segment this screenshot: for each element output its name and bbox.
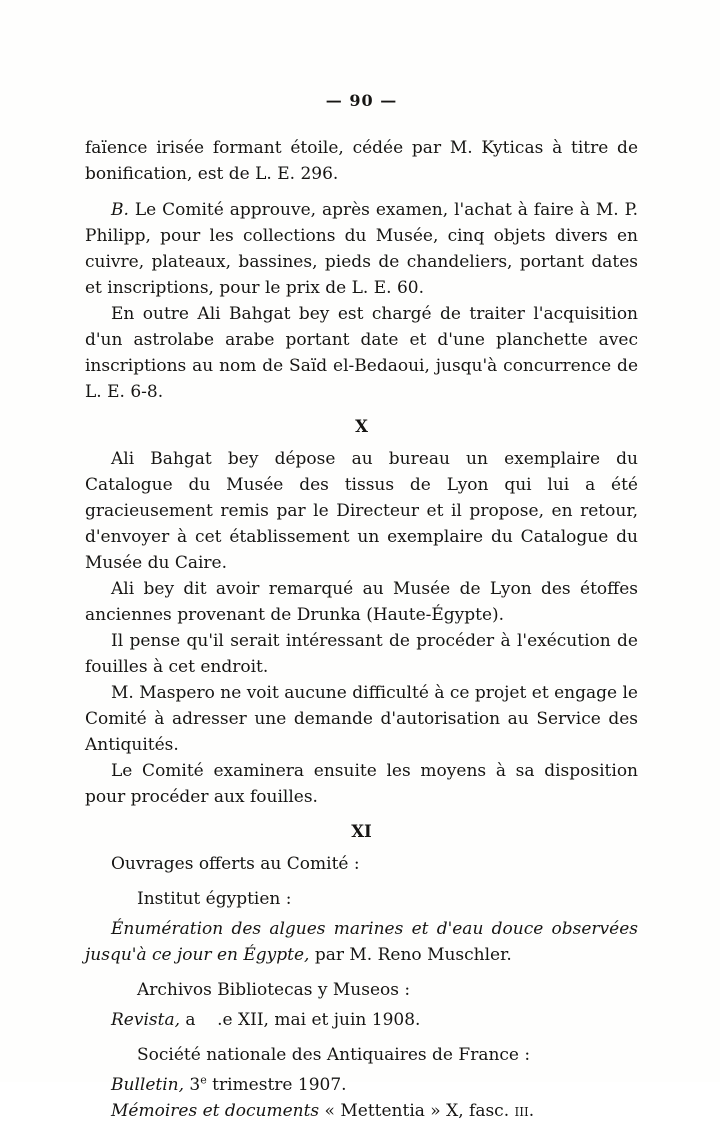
- section-heading-xi: XI: [351, 822, 372, 841]
- paragraph-text: Ali bey dit avoir remarqué au Musée de Lyon des étoffes anciennes provenant de Drunka (Haute-Égypte).: [85, 579, 638, 625]
- paragraph-text: Ouvrages offerts au Comité :: [111, 854, 360, 874]
- heading-societe-antiquaires: Société nationale des Antiquaires de France :: [137, 1045, 531, 1065]
- paragraph-catalogue-lyon: [85, 446, 638, 576]
- book-title-italic: Énumération des algues marines et d'eau douce observées jusqu'à ce jour en Égypte,: [85, 919, 638, 965]
- book-title-italic: Bulletin,: [111, 1075, 184, 1095]
- item-text: par M. Reno Muschler.: [309, 945, 512, 965]
- paragraph-text: Le Comité examinera ensuite les moyens à sa disposition pour procéder aux fouilles.: [85, 761, 638, 807]
- paragraph-etoffes-drunka: [85, 576, 638, 628]
- fascicle-roman-numeral: iii: [514, 1101, 529, 1121]
- paragraph-text: Ali Bahgat bey dépose au bureau un exemplaire du Catalogue du Musée des tissus de Lyon qui lui a été gracieusement remis par le Directeur et il propose, en retour, d'envoyer à cet établissement un exemplaire du Catalogue du Musée du Caire.: [85, 449, 638, 573]
- item-text: 3: [184, 1075, 201, 1095]
- paragraph-comite-approuve: [85, 197, 638, 301]
- item-text: a .e XII, mai et juin 1908.: [180, 1010, 421, 1030]
- paragraph-maspero: [85, 680, 638, 758]
- paragraph-fouilles-interessant: [85, 628, 638, 680]
- paragraph-ouvrages-offerts: [85, 851, 638, 877]
- paragraph-text: Il pense qu'il serait intéressant de procéder à l'exécution de fouilles à cet endroit.: [85, 631, 638, 677]
- page-number: — 90 —: [325, 91, 398, 110]
- ordinal-superscript: e: [200, 1073, 207, 1087]
- paragraph-text: En outre Ali Bahgat bey est chargé de traiter l'acquisition d'un astrolabe arabe portant date et d'une planchette avec inscriptions au nom de Saïd el-Bedaoui, jusqu'à concurrence de L. E. 6-8.: [85, 304, 638, 402]
- paragraph-text: M. Maspero ne voit aucune difficulté à ce projet et engage le Comité à adresser une demande d'autorisation au Service des Antiquités.: [85, 683, 638, 755]
- item-text: .: [528, 1101, 535, 1121]
- book-title-italic: Revista,: [111, 1010, 180, 1030]
- heading-institut-egyptien: Institut égyptien :: [137, 889, 292, 909]
- item-text: « Mettentia » X, fasc.: [319, 1101, 515, 1121]
- section-heading-x: X: [355, 417, 368, 436]
- paragraph-comite-examinera: [85, 758, 638, 810]
- item-letter-b: B.: [111, 200, 129, 220]
- text-block: [85, 88, 638, 1124]
- item-text: trimestre 1907.: [206, 1075, 347, 1095]
- heading-archivos-bibliotecas: Archivos Bibliotecas y Museos :: [137, 980, 411, 1000]
- list-item-revista: [85, 1007, 638, 1033]
- list-item-bulletin: [85, 1072, 638, 1098]
- list-item-enumeration-algues: [85, 916, 638, 968]
- list-item-memoires-documents: [85, 1098, 638, 1124]
- paragraph-text: faïence irisée formant étoile, cédée par M. Kyticas à titre de bonification, est de L. E. 296.: [85, 138, 638, 184]
- paragraph-text: Le Comité approuve, après examen, l'achat à faire à M. P. Philipp, pour les collections du Musée, cinq objets divers en cuivre, plateaux, bassines, pieds de chandeliers, portant dates et inscriptions, pour le prix de L. E. 60.: [85, 200, 638, 298]
- paragraph-astrolabe: [85, 301, 638, 405]
- paragraph-continuation-faience: [85, 135, 638, 187]
- book-title-italic: Mémoires et documents: [111, 1101, 320, 1121]
